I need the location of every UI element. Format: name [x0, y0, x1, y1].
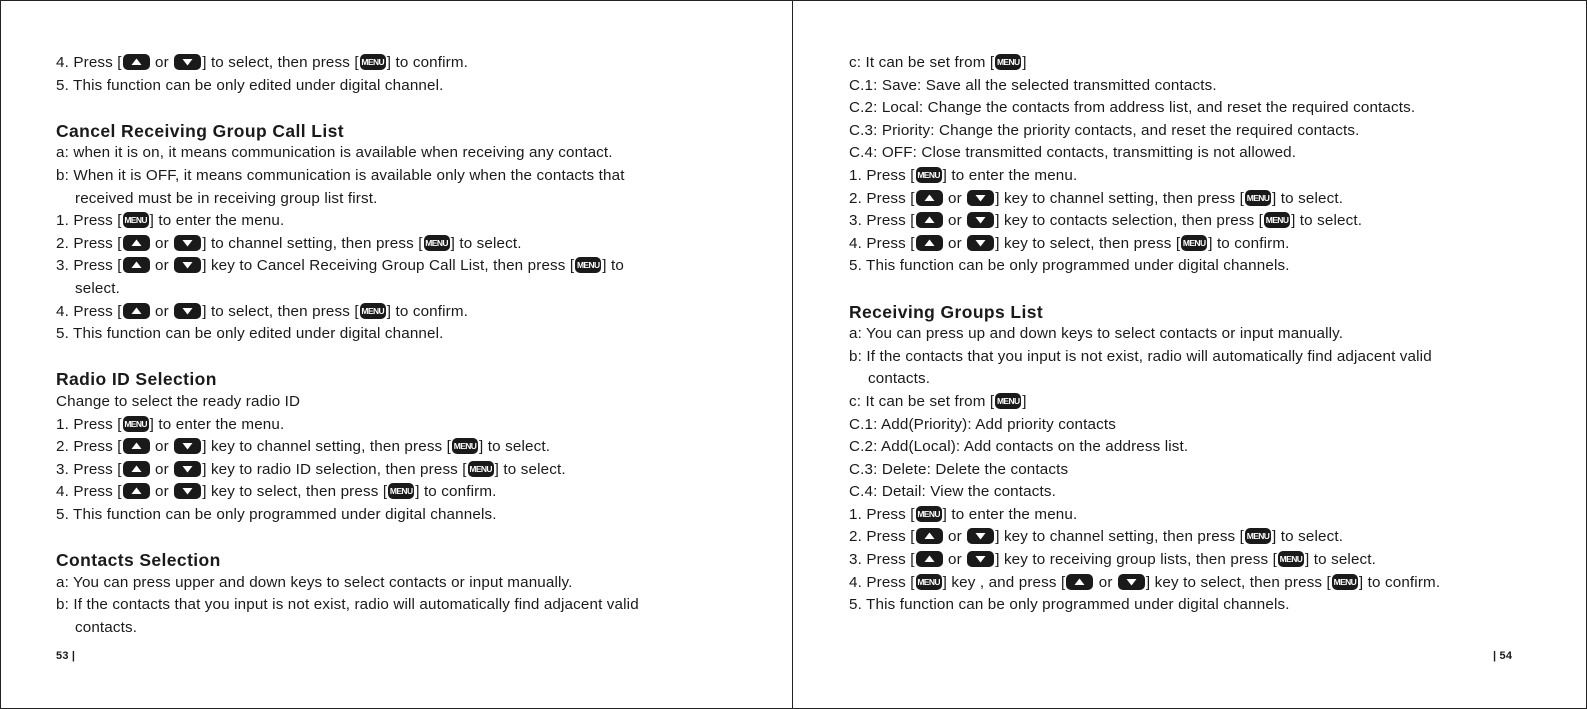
text-line: a: You can press up and down keys to select contacts or input manually.: [849, 325, 1344, 343]
text-line: contacts.: [868, 370, 931, 388]
section-gap: [849, 278, 1569, 301]
menu-key-icon: MENU: [1278, 551, 1304, 567]
up-arrow-key-icon: [123, 438, 150, 454]
text-line: 5. This function can be only programmed under digital channels.: [849, 596, 1290, 614]
menu-key-icon: MENU: [1181, 235, 1207, 251]
text-line: a: when it is on, it means communication is available when receiving any contact.: [56, 144, 613, 162]
text-line: 4. Press [ or ] key to select, then press [ MENU ] to confirm.: [849, 234, 1290, 252]
text-line: 4. Press [ or ] to select, then press [ MENU ] to confirm.: [56, 302, 469, 320]
text-line: 1. Press [ MENU ] to enter the menu.: [849, 505, 1078, 523]
menu-key-icon: MENU: [468, 461, 494, 477]
text-line: 3. Press [ or ] key to Cancel Receiving Group Call List, then press [ MENU ] to: [56, 257, 624, 275]
down-arrow-key-icon: [967, 190, 994, 206]
up-arrow-key-icon: [123, 483, 150, 499]
text-line: a: You can press upper and down keys to select contacts or input manually.: [56, 573, 573, 591]
menu-key-icon: MENU: [995, 393, 1021, 409]
text-line: 2. Press [ or ] key to channel setting, then press [ MENU ] to select.: [56, 438, 551, 456]
text-line: b: If the contacts that you input is not exist, radio will automatically find adjacent valid: [56, 596, 639, 614]
menu-key-icon: MENU: [916, 167, 942, 183]
down-arrow-key-icon: [967, 212, 994, 228]
down-arrow-key-icon: [967, 235, 994, 251]
down-arrow-key-icon: [174, 461, 201, 477]
text-line: 5. This function can be only programmed under digital channels.: [56, 505, 497, 523]
text-line: C.4: OFF: Close transmitted contacts, transmitting is not allowed.: [849, 144, 1297, 162]
down-arrow-key-icon: [1118, 574, 1145, 590]
up-arrow-key-icon: [123, 303, 150, 319]
text-line: C.4: Detail: View the contacts.: [849, 483, 1056, 501]
down-arrow-key-icon: [174, 235, 201, 251]
menu-key-icon: MENU: [575, 257, 601, 273]
text-line: 1. Press [ MENU ] to enter the menu.: [56, 415, 285, 433]
up-arrow-key-icon: [123, 257, 150, 273]
text-line: b: When it is OFF, it means communication is available only when the contacts that: [56, 166, 625, 184]
up-arrow-key-icon: [916, 528, 943, 544]
menu-key-icon: MENU: [1245, 190, 1271, 206]
text-line: 5. This function can be only programmed under digital channels.: [849, 257, 1290, 275]
menu-key-icon: MENU: [995, 54, 1021, 70]
down-arrow-key-icon: [174, 54, 201, 70]
menu-key-icon: MENU: [452, 438, 478, 454]
page-divider: [792, 0, 793, 709]
page-left: [56, 52, 776, 639]
text-line: Change to select the ready radio ID: [56, 392, 301, 410]
menu-key-icon: MENU: [916, 574, 942, 590]
text-line: received must be in receiving group list first.: [75, 189, 378, 207]
section-heading: Receiving Groups List: [849, 301, 1044, 322]
menu-key-icon: MENU: [424, 235, 450, 251]
down-arrow-key-icon: [174, 303, 201, 319]
menu-key-icon: MENU: [388, 483, 414, 499]
text-line: 3. Press [ or ] key to radio ID selection, then press [ MENU ] to select.: [56, 460, 566, 478]
text-line: b: If the contacts that you input is not exist, radio will automatically find adjacent valid: [849, 347, 1432, 365]
page-number-left: 53 |: [56, 650, 76, 662]
down-arrow-key-icon: [174, 483, 201, 499]
page-right: [849, 52, 1569, 617]
text-line: 3. Press [ or ] key to receiving group lists, then press [ MENU ] to select.: [849, 551, 1377, 569]
section-heading: Radio ID Selection: [56, 369, 217, 390]
menu-key-icon: MENU: [360, 303, 386, 319]
text-line: c: It can be set from [ MENU ]: [849, 392, 1027, 410]
up-arrow-key-icon: [123, 461, 150, 477]
text-line: 2. Press [ or ] to channel setting, then press [ MENU ] to select.: [56, 234, 522, 252]
text-line: 1. Press [ MENU ] to enter the menu.: [56, 212, 285, 230]
up-arrow-key-icon: [916, 190, 943, 206]
up-arrow-key-icon: [916, 551, 943, 567]
text-line: 3. Press [ or ] key to contacts selection, then press [ MENU ] to select.: [849, 212, 1363, 230]
up-arrow-key-icon: [1066, 574, 1093, 590]
up-arrow-key-icon: [123, 235, 150, 251]
menu-key-icon: MENU: [1264, 212, 1290, 228]
text-line: 4. Press [ or ] to select, then press [ MENU ] to confirm.: [56, 54, 469, 71]
section-gap: [56, 526, 776, 549]
section-heading: Contacts Selection: [56, 550, 221, 571]
text-line: C.1: Add(Priority): Add priority contacts: [849, 415, 1116, 433]
up-arrow-key-icon: [916, 212, 943, 228]
menu-key-icon: MENU: [1245, 528, 1271, 544]
text-line: select.: [75, 279, 120, 297]
text-line: C.1: Save: Save all the selected transmitted contacts.: [849, 76, 1217, 94]
menu-key-icon: MENU: [916, 506, 942, 522]
menu-key-icon: MENU: [360, 54, 386, 70]
text-line: contacts.: [75, 618, 138, 636]
text-line: C.2: Local: Change the contacts from address list, and reset the required contacts.: [849, 99, 1416, 117]
down-arrow-key-icon: [967, 528, 994, 544]
section-heading: Cancel Receiving Group Call List: [56, 120, 345, 141]
page-number-right: | 54: [1493, 650, 1513, 662]
text-line: 2. Press [ or ] key to channel setting, then press [ MENU ] to select.: [849, 528, 1344, 546]
up-arrow-key-icon: [123, 54, 150, 70]
section-gap: [56, 97, 776, 120]
menu-key-icon: MENU: [1332, 574, 1358, 590]
up-arrow-key-icon: [916, 235, 943, 251]
down-arrow-key-icon: [174, 257, 201, 273]
down-arrow-key-icon: [174, 438, 201, 454]
menu-key-icon: MENU: [123, 212, 149, 228]
text-line: 4. Press [ or ] key to select, then press [ MENU ] to confirm.: [56, 483, 497, 501]
text-line: 5. This function can be only edited under digital channel.: [56, 76, 444, 94]
down-arrow-key-icon: [967, 551, 994, 567]
text-line: 2. Press [ or ] key to channel setting, then press [ MENU ] to select.: [849, 189, 1344, 207]
text-line: c: It can be set from [ MENU ]: [849, 54, 1027, 71]
text-line: 5. This function can be only edited under digital channel.: [56, 325, 444, 343]
text-line: C.3: Delete: Delete the contacts: [849, 460, 1069, 478]
text-line: C.3: Priority: Change the priority contacts, and reset the required contacts.: [849, 121, 1360, 139]
menu-key-icon: MENU: [123, 416, 149, 432]
text-line: C.2: Add(Local): Add contacts on the address list.: [849, 438, 1189, 456]
text-line: 4. Press [ MENU ] key , and press [ or ] key to select, then press [ MENU ] to confirm.: [849, 573, 1441, 591]
section-gap: [56, 346, 776, 369]
text-line: 1. Press [ MENU ] to enter the menu.: [849, 166, 1078, 184]
